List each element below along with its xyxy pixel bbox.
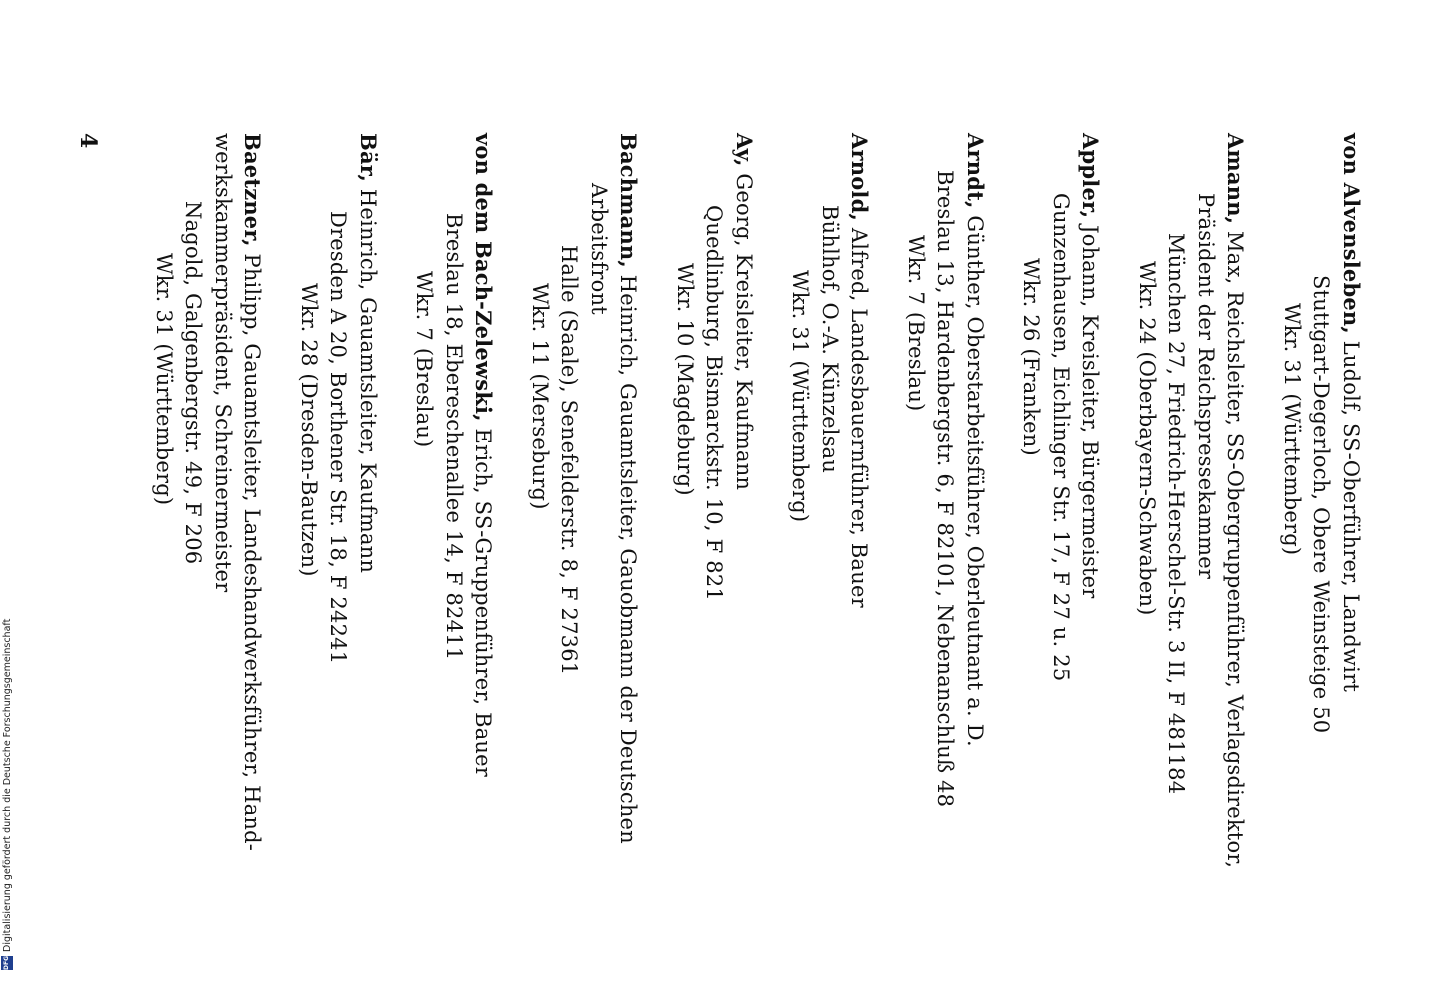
entry-text: Erich, SS-Gruppenführer, Bauer xyxy=(471,421,496,778)
entry-text: Heinrich, Gauamtsleiter, Gauobmann der Deutschen xyxy=(616,267,641,844)
entry-text: Alfred, Landesbauernführer, Bauer xyxy=(847,221,872,608)
entry-address: Dresden A 20, Borthener Str. 18, F 24241 xyxy=(326,211,351,665)
entry-address: Halle (Saale), Senefelderstr. 8, F 27361 xyxy=(557,245,582,676)
entry-text: Georg, Kreisleiter, Kaufmann xyxy=(732,166,756,491)
entry-text: Günther, Oberstarbeitsführer, Oberleutnant a. D. xyxy=(963,208,987,747)
entry-district: Wkr. 7 (Breslau) xyxy=(412,271,437,448)
entry-name: Ay, xyxy=(732,133,757,167)
entry-name: Arnold, xyxy=(847,133,873,222)
page-number: 4 xyxy=(75,133,101,149)
list-item xyxy=(901,133,991,833)
list-item xyxy=(785,133,875,833)
entry-name: Amann, xyxy=(1223,133,1249,225)
entry-district: Wkr. 28 (Dresden-Bautzen) xyxy=(297,283,321,577)
list-item xyxy=(1277,133,1367,833)
entry-address: Bühlhof, O.-A. Künzelsau xyxy=(818,205,842,474)
footer-text: Digitalisierung gefördert durch die Deutsche Forschungsgemeinschaft xyxy=(1,618,13,952)
entry-text: Arbeitsfront xyxy=(587,183,611,315)
entry-address: Quedlinburg, Bismarckstr. 10, F 821 xyxy=(702,205,727,601)
entry-name: Baetzner, xyxy=(240,133,266,247)
list-item xyxy=(294,133,384,833)
entry-district: Wkr. 31 (Württemberg) xyxy=(1280,303,1304,556)
entry-district: Wkr. 26 (Franken) xyxy=(1019,258,1044,456)
list-item xyxy=(149,133,268,852)
entry-name: Appler, xyxy=(1078,133,1104,219)
entry-address: München 27, Friedrich-Herschel-Str. 3 II, F 481184 xyxy=(1164,233,1189,795)
entry-address: Breslau 13, Hardenbergstr. 6, F 82101, Nebenanschluß 48 xyxy=(933,170,958,808)
entry-address: Gunzenhausen, Eichlinger Str. 17, F 27 u. 25 xyxy=(1049,193,1073,682)
entry-name: Bachmann, xyxy=(616,133,642,268)
entry-text: Präsident der Reichspressekammer xyxy=(1194,193,1218,580)
entry-district: Wkr. 7 (Breslau) xyxy=(904,235,928,412)
entry-district: Wkr. 10 (Magdeburg) xyxy=(673,263,697,496)
entry-address: Nagold, Galgenbergstr. 49, F 206 xyxy=(181,201,206,565)
entry-text: werkskammerpräsident, Schreinermeister xyxy=(211,133,235,593)
entry-text: Philipp, Gauamtsleiter, Landeshandwerksführer, Hand- xyxy=(240,246,265,852)
list-item xyxy=(670,133,760,833)
list-item xyxy=(525,133,644,844)
entry-text: Johann, Kreisleiter, Bürgermeister xyxy=(1078,218,1103,599)
list-item xyxy=(1016,133,1106,833)
entry-name: Bär, xyxy=(356,133,381,183)
entry-name: von Alvensleben, xyxy=(1339,133,1364,334)
entry-district: Wkr. 24 (Oberbayern-Schwaben) xyxy=(1135,261,1159,616)
entry-name: Arndt, xyxy=(963,133,988,209)
entry-district: Wkr. 31 (Württemberg) xyxy=(152,253,176,506)
dfg-logo-icon: DFG xyxy=(1,956,13,970)
entry-list xyxy=(123,133,1367,869)
entry-text: Max, Reichsleiter, SS-Obergruppenführer, Verlagsdirektor, xyxy=(1223,224,1248,869)
entry-address: Stuttgart-Degerloch, Obere Weinsteige 50 xyxy=(1309,275,1334,734)
entry-text: Ludolf, SS-Oberführer, Landwirt xyxy=(1339,333,1363,692)
list-item xyxy=(409,133,499,833)
entry-district: Wkr. 31 (Württemberg) xyxy=(788,270,813,523)
entry-district: Wkr. 11 (Merseburg) xyxy=(528,283,552,510)
entry-address: Breslau 18, Ebereschenallee 14, F 82411 xyxy=(442,213,466,661)
entry-name: von dem Bach-Zelewski, xyxy=(471,133,497,422)
entry-text: Heinrich, Gauamtsleiter, Kaufmann xyxy=(356,182,380,574)
footer-credit xyxy=(0,0,14,982)
list-item xyxy=(1132,133,1251,869)
